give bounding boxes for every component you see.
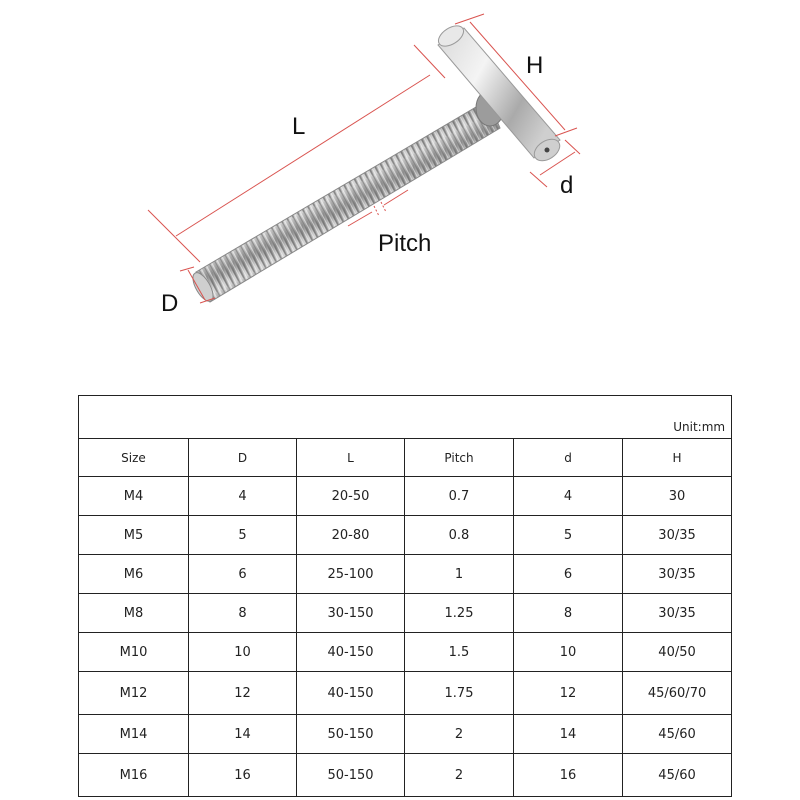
header-L: L <box>297 439 405 477</box>
cell-D: 6 <box>189 555 297 594</box>
cell-D: 5 <box>189 516 297 555</box>
cell-pitch: 0.8 <box>405 516 514 555</box>
table-row <box>79 715 732 754</box>
unit-label: Unit:mm <box>79 396 732 439</box>
header-d: d <box>514 439 623 477</box>
cell-H: 45/60 <box>623 715 732 754</box>
dimension-lines <box>148 14 580 303</box>
cell-d: 16 <box>514 754 623 797</box>
bolt-diagram <box>0 0 800 380</box>
specification-table <box>78 395 732 797</box>
cell-D: 12 <box>189 672 297 715</box>
cell-H: 30/35 <box>623 516 732 555</box>
cell-D: 14 <box>189 715 297 754</box>
cell-d: 12 <box>514 672 623 715</box>
cell-L: 40-150 <box>297 672 405 715</box>
cell-H: 30 <box>623 477 732 516</box>
table-row <box>79 633 732 672</box>
cell-pitch: 2 <box>405 715 514 754</box>
t-bolt-illustration <box>0 0 800 380</box>
cell-L: 20-80 <box>297 516 405 555</box>
cell-H: 40/50 <box>623 633 732 672</box>
cell-H: 45/60 <box>623 754 732 797</box>
cell-size: M6 <box>79 555 189 594</box>
cell-size: M16 <box>79 754 189 797</box>
cell-L: 30-150 <box>297 594 405 633</box>
cell-pitch: 1.25 <box>405 594 514 633</box>
header-pitch: Pitch <box>405 439 514 477</box>
table-row <box>79 477 732 516</box>
label-head-diameter-d: d <box>560 172 574 199</box>
cell-d: 14 <box>514 715 623 754</box>
cell-D: 10 <box>189 633 297 672</box>
cell-L: 50-150 <box>297 715 405 754</box>
cell-pitch: 1.75 <box>405 672 514 715</box>
cell-size: M5 <box>79 516 189 555</box>
cell-L: 40-150 <box>297 633 405 672</box>
cell-D: 8 <box>189 594 297 633</box>
label-pitch: Pitch <box>378 230 432 257</box>
table-row <box>79 594 732 633</box>
cell-pitch: 0.7 <box>405 477 514 516</box>
table-row <box>79 555 732 594</box>
threaded-shaft <box>189 100 500 304</box>
header-row <box>79 439 732 477</box>
cell-size: M12 <box>79 672 189 715</box>
cell-d: 5 <box>514 516 623 555</box>
table-row <box>79 754 732 797</box>
cell-d: 6 <box>514 555 623 594</box>
table-row <box>79 516 732 555</box>
cell-d: 4 <box>514 477 623 516</box>
cell-d: 8 <box>514 594 623 633</box>
cell-L: 50-150 <box>297 754 405 797</box>
header-size: Size <box>79 439 189 477</box>
cell-H: 45/60/70 <box>623 672 732 715</box>
cell-D: 4 <box>189 477 297 516</box>
cell-d: 10 <box>514 633 623 672</box>
header-D: D <box>189 439 297 477</box>
cell-H: 30/35 <box>623 594 732 633</box>
cell-L: 20-50 <box>297 477 405 516</box>
cell-pitch: 1.5 <box>405 633 514 672</box>
cell-pitch: 1 <box>405 555 514 594</box>
cell-pitch: 2 <box>405 754 514 797</box>
label-length-L: L <box>292 113 306 140</box>
cell-size: M4 <box>79 477 189 516</box>
table-row <box>79 672 732 715</box>
header-H: H <box>623 439 732 477</box>
label-thread-diameter-D: D <box>161 290 179 317</box>
unit-row <box>79 396 732 439</box>
cell-size: M8 <box>79 594 189 633</box>
label-head-length-H: H <box>526 52 544 79</box>
cell-D: 16 <box>189 754 297 797</box>
cell-L: 25-100 <box>297 555 405 594</box>
cell-size: M10 <box>79 633 189 672</box>
cell-H: 30/35 <box>623 555 732 594</box>
cell-size: M14 <box>79 715 189 754</box>
